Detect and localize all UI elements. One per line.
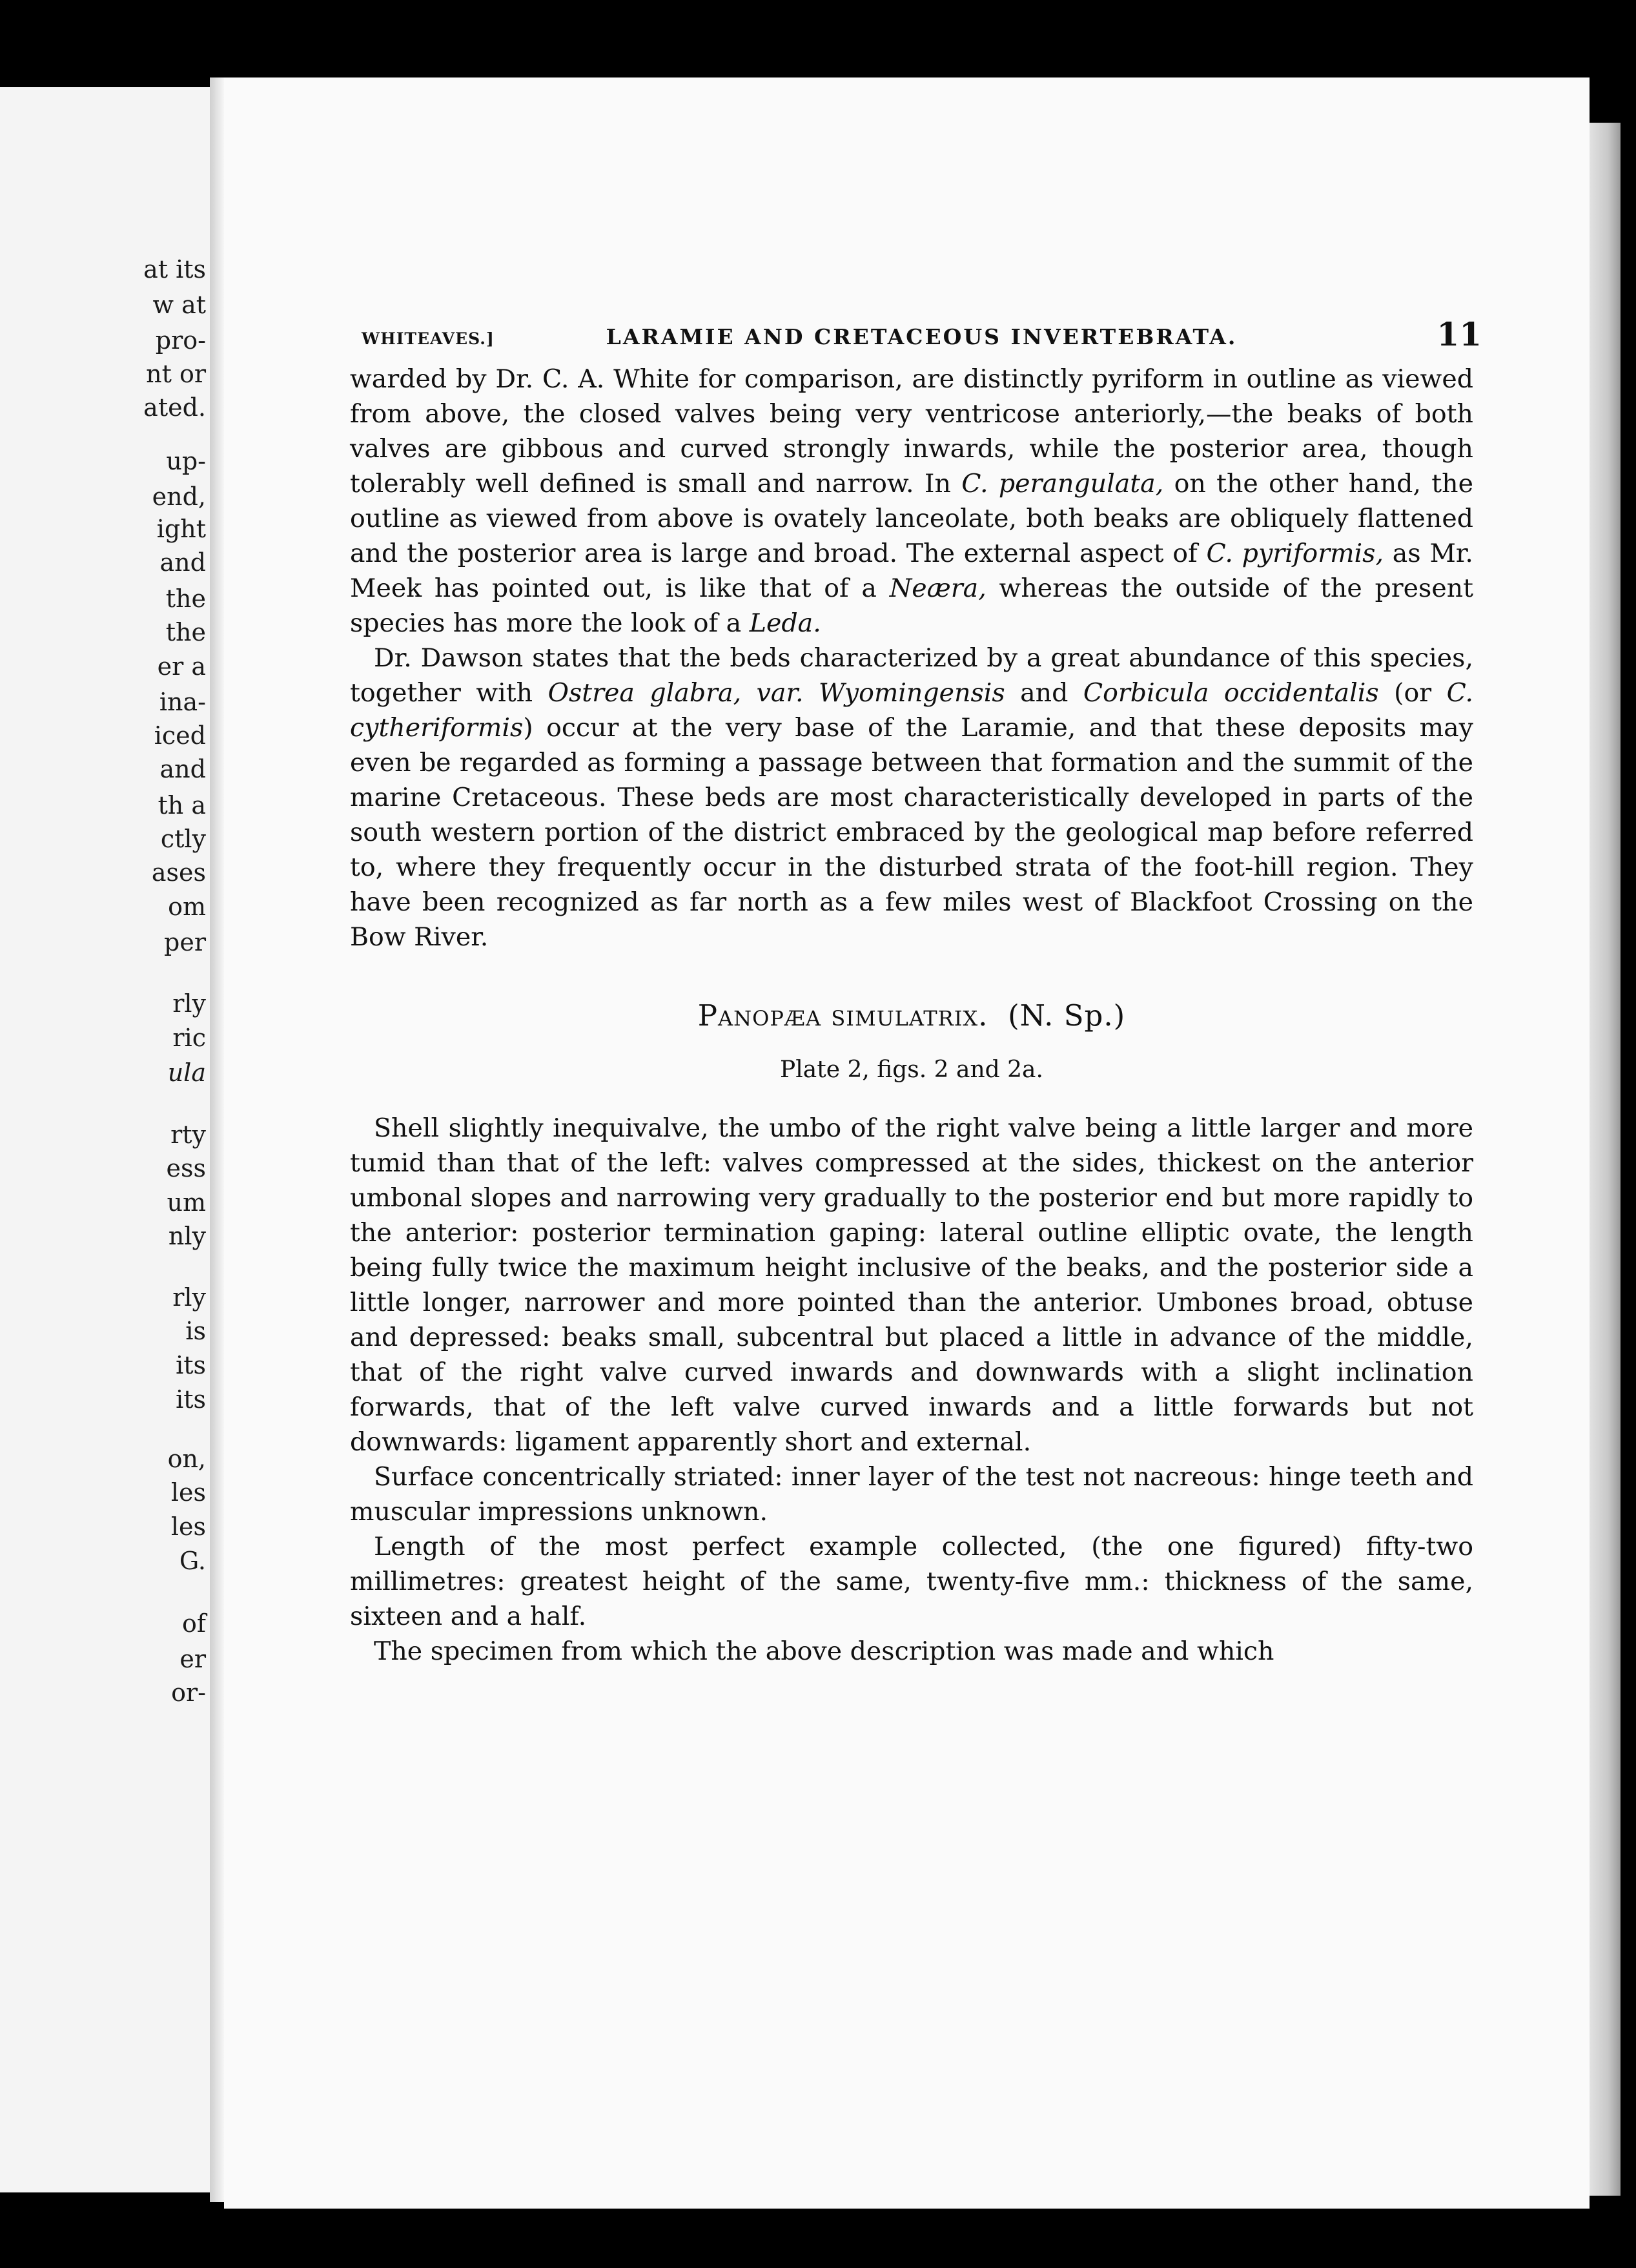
book-gutter: [210, 77, 224, 2202]
page-edge: [1590, 123, 1621, 2196]
facing-page-line: the: [165, 584, 206, 613]
facing-page-line: er: [179, 1645, 206, 1673]
facing-page-line: ated.: [143, 393, 206, 422]
facing-page-line: ric: [172, 1024, 206, 1052]
facing-page-line: om: [168, 892, 206, 921]
description-paragraph: Length of the most perfect example collected, (the one figured) fifty-two millimetres: greatest height of the same, twenty-five mm.: thickness of the same, sixteen and a half.: [350, 1532, 1473, 1631]
description-paragraph: Surface concentrically striated: inner layer of the test not nacreous: hinge teeth and muscular impressions unknown.: [350, 1462, 1473, 1527]
header-author: WHITEAVES.]: [362, 329, 495, 348]
facing-page-line: its: [176, 1351, 206, 1379]
facing-page-line: or-: [171, 1678, 206, 1707]
facing-page-line: ula: [167, 1058, 206, 1087]
facing-page-line: iced: [154, 721, 206, 750]
facing-page-line: end,: [152, 482, 206, 511]
facing-page-line: its: [176, 1385, 206, 1414]
species-status: (N. Sp.): [1008, 998, 1126, 1033]
facing-page-line: rly: [172, 1283, 206, 1312]
facing-page-line: nt or: [146, 360, 206, 388]
facing-page-line: er a: [157, 652, 206, 681]
facing-page-line: rty: [170, 1120, 206, 1149]
facing-page-line: and: [159, 548, 206, 577]
facing-page-line: ess: [166, 1154, 206, 1182]
facing-page-line: is: [185, 1317, 206, 1345]
species-name: Panopæa simulatrix.: [697, 998, 988, 1033]
facing-page-line: rly: [172, 989, 206, 1018]
facing-page-line: per: [164, 928, 206, 956]
facing-page-line: ight: [156, 515, 206, 543]
facing-page-line: up-: [166, 447, 206, 475]
facing-page-line: th a: [158, 791, 206, 820]
facing-page-line: w at: [152, 291, 206, 319]
description-paragraph: The specimen from which the above description was made and which: [374, 1636, 1274, 1666]
header-title: LARAMIE AND CRETACEOUS INVERTEBRATA.: [606, 324, 1238, 349]
facing-page-line: les: [170, 1478, 206, 1507]
facing-page-line: of: [182, 1609, 206, 1638]
facing-page-line: ctly: [160, 825, 206, 853]
paragraph-comparison: warded by Dr. C. A. White for comparison, are distinctly pyriform in outline as viewed from above, the closed valves being very ventricose anteriorly,—the beaks of both valves are gibbous and curved strongly inwards, while the posterior area, though tolerably well defined is small and narrow. In C. perangulata, on the other hand, the outline as viewed from above is ovately lanceolate, both beaks are obliquely flattened and the posterior area is large and broad. The external aspect of C. pyriformis, as Mr. Meek has pointed out, is like that of a Neæra, whereas the outside of the present species has more the look of a Leda.: [350, 364, 1474, 638]
facing-page-line: ina-: [159, 688, 206, 716]
facing-page-line: pro-: [155, 326, 206, 355]
facing-page-line: ases: [151, 858, 206, 887]
facing-page-fragment: [0, 87, 212, 2192]
facing-page-line: um: [167, 1188, 206, 1217]
facing-page-line: at its: [143, 255, 206, 284]
page-number: 11: [1437, 315, 1482, 353]
facing-page-line: on,: [167, 1445, 206, 1473]
facing-page-line: and: [159, 755, 206, 783]
facing-page-line: the: [165, 618, 206, 646]
description-paragraph: Shell slightly inequivalve, the umbo of the right valve being a little larger and more tumid than that of the left: valves compressed at the sides, thickest on the anterior umbonal slopes and narrowing very gradually to the posterior end but more rapidly to the anterior: posterior termination gaping: lateral outline elliptic ovate, the length being fully twice the maximum height inclusive of the beaks, and the posterior side a little longer, narrower and more pointed than the anterior. Umbones broad, obtuse and depressed: beaks small, subcentral but placed a little in advance of the middle, that of the right valve curved inwards and downwards with a slight inclination forwards, that of the left valve curved inwards and a little forwards but not downwards: ligament apparently short and external.: [350, 1113, 1473, 1457]
page: [224, 77, 1590, 2209]
paragraph-distribution: Dr. Dawson states that the beds characterized by a great abundance of this species, together with Ostrea glabra, var. Wyomingensis and Corbicula occidentalis (or C. cytheriformis) occur at the very base of the Laramie, and that these deposits may even be regarded as forming a passage between that formation and the summit of the marine Cretaceous. These beds are most characteristically developed in parts of the south western portion of the district embraced by the geological map before referred to, where they frequently occur in the disturbed strata of the foot-hill region. They have been recognized as far north as a few miles west of Blackfoot Crossing on the Bow River.: [350, 643, 1474, 952]
facing-page-line: nly: [168, 1222, 206, 1250]
plate-reference: Plate 2, figs. 2 and 2a.: [780, 1057, 1043, 1083]
running-header: [362, 315, 1482, 354]
facing-page-line: G.: [179, 1547, 206, 1575]
species-heading: [350, 998, 1473, 1033]
facing-page-line: les: [170, 1512, 206, 1541]
page-body: [350, 362, 1473, 1669]
